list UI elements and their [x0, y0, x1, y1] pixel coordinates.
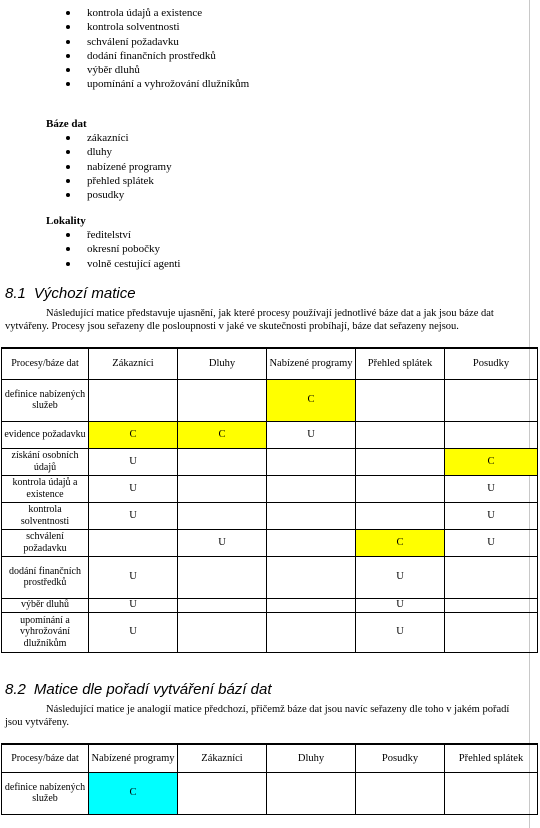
table-cell: U: [178, 529, 267, 556]
table-header-row: [2, 744, 538, 772]
table-cell: [356, 772, 445, 814]
table-cell: [267, 772, 356, 814]
table-cell: U: [89, 475, 178, 502]
table-cell: C: [89, 421, 178, 448]
list-item: přehled splátek: [66, 174, 172, 188]
databases-heading: Báze dat: [46, 118, 87, 130]
table-cell: [267, 529, 356, 556]
table-cell: [178, 612, 267, 652]
section-heading-8-2: [5, 681, 272, 698]
table-header-cell: Posudky: [445, 348, 538, 379]
section-heading-8-1: [5, 285, 136, 302]
section-paragraph: Následující matice představuje ujasnění, jak které procesy používají jednotlivé báze dat a jak jsou báze dat vytvářeny. Procesy jsou seřazeny dle posloupnosti v jaké ve skutečnosti probíhají, báze dat seřazeny nejsou.: [5, 308, 494, 332]
table-cell: [445, 598, 538, 612]
list-item: nabízené programy: [66, 160, 172, 174]
table-cell: U: [89, 612, 178, 652]
table-row: [2, 529, 538, 556]
table-cell: U: [356, 612, 445, 652]
table-cell: [178, 556, 267, 598]
table-header-cell: Dluhy: [178, 348, 267, 379]
table-cell: [178, 598, 267, 612]
table-cell: U: [89, 556, 178, 598]
table-cell: C: [445, 448, 538, 475]
table-cell: [178, 448, 267, 475]
row-label: získání osobních údajů: [2, 448, 89, 475]
table-cell: U: [356, 598, 445, 612]
process-list: [66, 6, 249, 92]
section-number: 8.1: [5, 285, 26, 302]
table-cell: C: [178, 421, 267, 448]
table-cell: U: [445, 475, 538, 502]
row-label: upomínání a vyhrožování dlužníkům: [2, 612, 89, 652]
table-cell: C: [89, 772, 178, 814]
table-row: [2, 448, 538, 475]
table-header-cell: Přehled splátek: [356, 348, 445, 379]
table-cell: C: [356, 529, 445, 556]
table-cell: U: [89, 448, 178, 475]
table-header-cell: Procesy/báze dat: [2, 744, 89, 772]
table-row: [2, 475, 538, 502]
table-cell: U: [89, 502, 178, 529]
row-label: schválení požadavku: [2, 529, 89, 556]
table-header-cell: Přehled splátek: [445, 744, 538, 772]
row-label: výběr dluhů: [2, 598, 89, 612]
table-row: [2, 421, 538, 448]
section-title: Výchozí matice: [33, 285, 136, 302]
table-cell: [89, 379, 178, 421]
table-header-cell: Procesy/báze dat: [2, 348, 89, 379]
table-header-cell: Zákazníci: [178, 744, 267, 772]
list-item: dluhy: [66, 145, 172, 159]
table-row: [2, 379, 538, 421]
list-item: ředitelství: [66, 228, 180, 242]
list-item: posudky: [66, 188, 172, 202]
list-item: výběr dluhů: [66, 63, 249, 77]
table-cell: [267, 475, 356, 502]
matrix-table-ordered: [1, 743, 538, 815]
table-header-cell: Zákazníci: [89, 348, 178, 379]
row-label: definice nabízených služeb: [2, 379, 89, 421]
table-cell: U: [445, 502, 538, 529]
table-cell: [267, 598, 356, 612]
table-cell: [445, 772, 538, 814]
table-cell: [178, 502, 267, 529]
table-cell: [356, 379, 445, 421]
table-row: [2, 502, 538, 529]
table-header-row: [2, 348, 538, 379]
table-cell: U: [89, 598, 178, 612]
table-cell: [89, 529, 178, 556]
table-header-cell: Dluhy: [267, 744, 356, 772]
table-cell: [445, 379, 538, 421]
locations-heading: Lokality: [46, 215, 86, 227]
table-cell: [267, 448, 356, 475]
table-cell: [178, 475, 267, 502]
table-header-cell: Posudky: [356, 744, 445, 772]
table-row: [2, 612, 538, 652]
table-cell: [356, 502, 445, 529]
locations-list: [66, 228, 180, 271]
table-cell: [356, 448, 445, 475]
table-row: [2, 772, 538, 814]
table-header-cell: Nabízené programy: [267, 348, 356, 379]
table-cell: U: [445, 529, 538, 556]
section-title: Matice dle pořadí vytváření bází dat: [33, 681, 272, 698]
list-item: volně cestující agenti: [66, 257, 180, 271]
list-item: dodání finančních prostředků: [66, 49, 249, 63]
list-item: okresní pobočky: [66, 242, 180, 256]
table-cell: [178, 772, 267, 814]
section-paragraph: Následující matice je analogií matice předchozí, přičemž báze dat jsou navíc seřazeny dle toho v jakém pořadí jsou vytvářeny.: [5, 704, 510, 728]
table-cell: U: [267, 421, 356, 448]
table-cell: [356, 475, 445, 502]
list-item: kontrola údajů a existence: [66, 6, 249, 20]
table-cell: [445, 612, 538, 652]
database-list: [66, 131, 172, 202]
table-cell: [267, 556, 356, 598]
list-item: zákazníci: [66, 131, 172, 145]
table-cell: [178, 379, 267, 421]
matrix-table-initial: [1, 347, 538, 653]
table-row: [2, 598, 538, 612]
table-cell: C: [267, 379, 356, 421]
list-item: kontrola solventnosti: [66, 20, 249, 34]
row-label: kontrola solventnosti: [2, 502, 89, 529]
table-cell: [445, 556, 538, 598]
row-label: kontrola údajů a existence: [2, 475, 89, 502]
table-cell: [267, 502, 356, 529]
section-number: 8.2: [5, 681, 26, 698]
list-item: upomínání a vyhrožování dlužníkům: [66, 77, 249, 91]
list-item: schválení požadavku: [66, 35, 249, 49]
table-cell: [356, 421, 445, 448]
table-cell: U: [356, 556, 445, 598]
table-row: [2, 556, 538, 598]
row-label: evidence požadavku: [2, 421, 89, 448]
table-header-cell: Nabízené programy: [89, 744, 178, 772]
row-label: definice nabízených služeb: [2, 772, 89, 814]
row-label: dodání finančních prostředků: [2, 556, 89, 598]
table-cell: [267, 612, 356, 652]
table-cell: [445, 421, 538, 448]
